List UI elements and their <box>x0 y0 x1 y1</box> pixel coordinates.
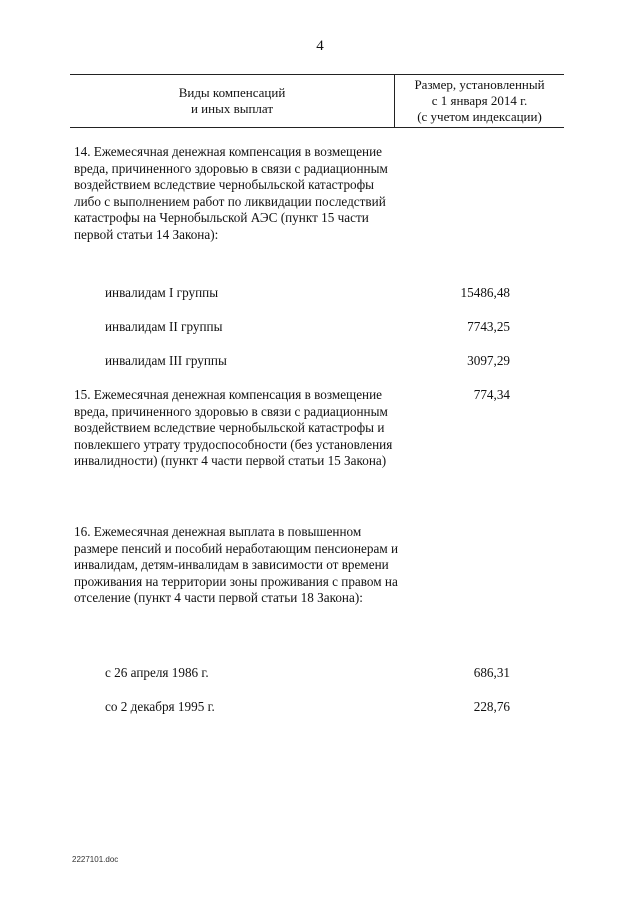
header-column-amount <box>395 75 564 127</box>
item-16-sub-1-value: 686,31 <box>473 665 510 680</box>
item-14-sub-2-value: 7743,25 <box>467 319 510 334</box>
item-16-sub-2-label: со 2 декабря 1995 г. <box>105 699 215 714</box>
document-id: 2227101.doc <box>72 855 119 864</box>
item-16-text: 16. Ежемесячная денежная выплата в повышенном размере пенсий и пособий неработающим пенсионерам и инвалидам, детям-инвалидам в зависимости от времени проживания на территории зоны проживания с правом на отселение (пункт 4 части первой статьи 18 Закона): <box>74 524 399 605</box>
item-15-text: 15. Ежемесячная денежная компенсация в возмещение вреда, причиненного здоровью в связи с радиационным воздействием вследствие чернобыльской катастрофы и повлекшего утрату трудоспособности (без установления инвалидности) (пункт 4 части первой статьи 15 Закона) <box>74 387 393 468</box>
table-header <box>70 74 564 128</box>
item-14-sub-3-value: 3097,29 <box>467 353 510 368</box>
header-column-amount-label: Размер, установленный с 1 января 2014 г. (с учетом индексации) <box>414 77 545 124</box>
item-15-value: 774,34 <box>473 387 510 402</box>
item-16-sub-1-label: с 26 апреля 1986 г. <box>105 665 209 680</box>
item-14-sub-3-label: инвалидам III группы <box>105 353 227 368</box>
item-14-text: 14. Ежемесячная денежная компенсация в возмещение вреда, причиненного здоровью в связи с радиационным воздействием вследствие чернобыльской катастрофы либо с выполнением работ по ликвидации последствий катастрофы на Чернобыльской АЭС (пункт 15 части первой статьи 14 Закона): <box>74 144 388 242</box>
header-column-type-label: Виды компенсаций и иных выплат <box>178 85 286 116</box>
page-number: 4 <box>316 38 324 54</box>
item-14-sub-1-label: инвалидам I группы <box>105 285 219 300</box>
item-14-sub-1-value: 15486,48 <box>460 285 510 300</box>
item-14-sub-2-label: инвалидам II группы <box>105 319 223 334</box>
item-16-sub-2-value: 228,76 <box>473 699 510 714</box>
header-column-type <box>70 75 395 127</box>
